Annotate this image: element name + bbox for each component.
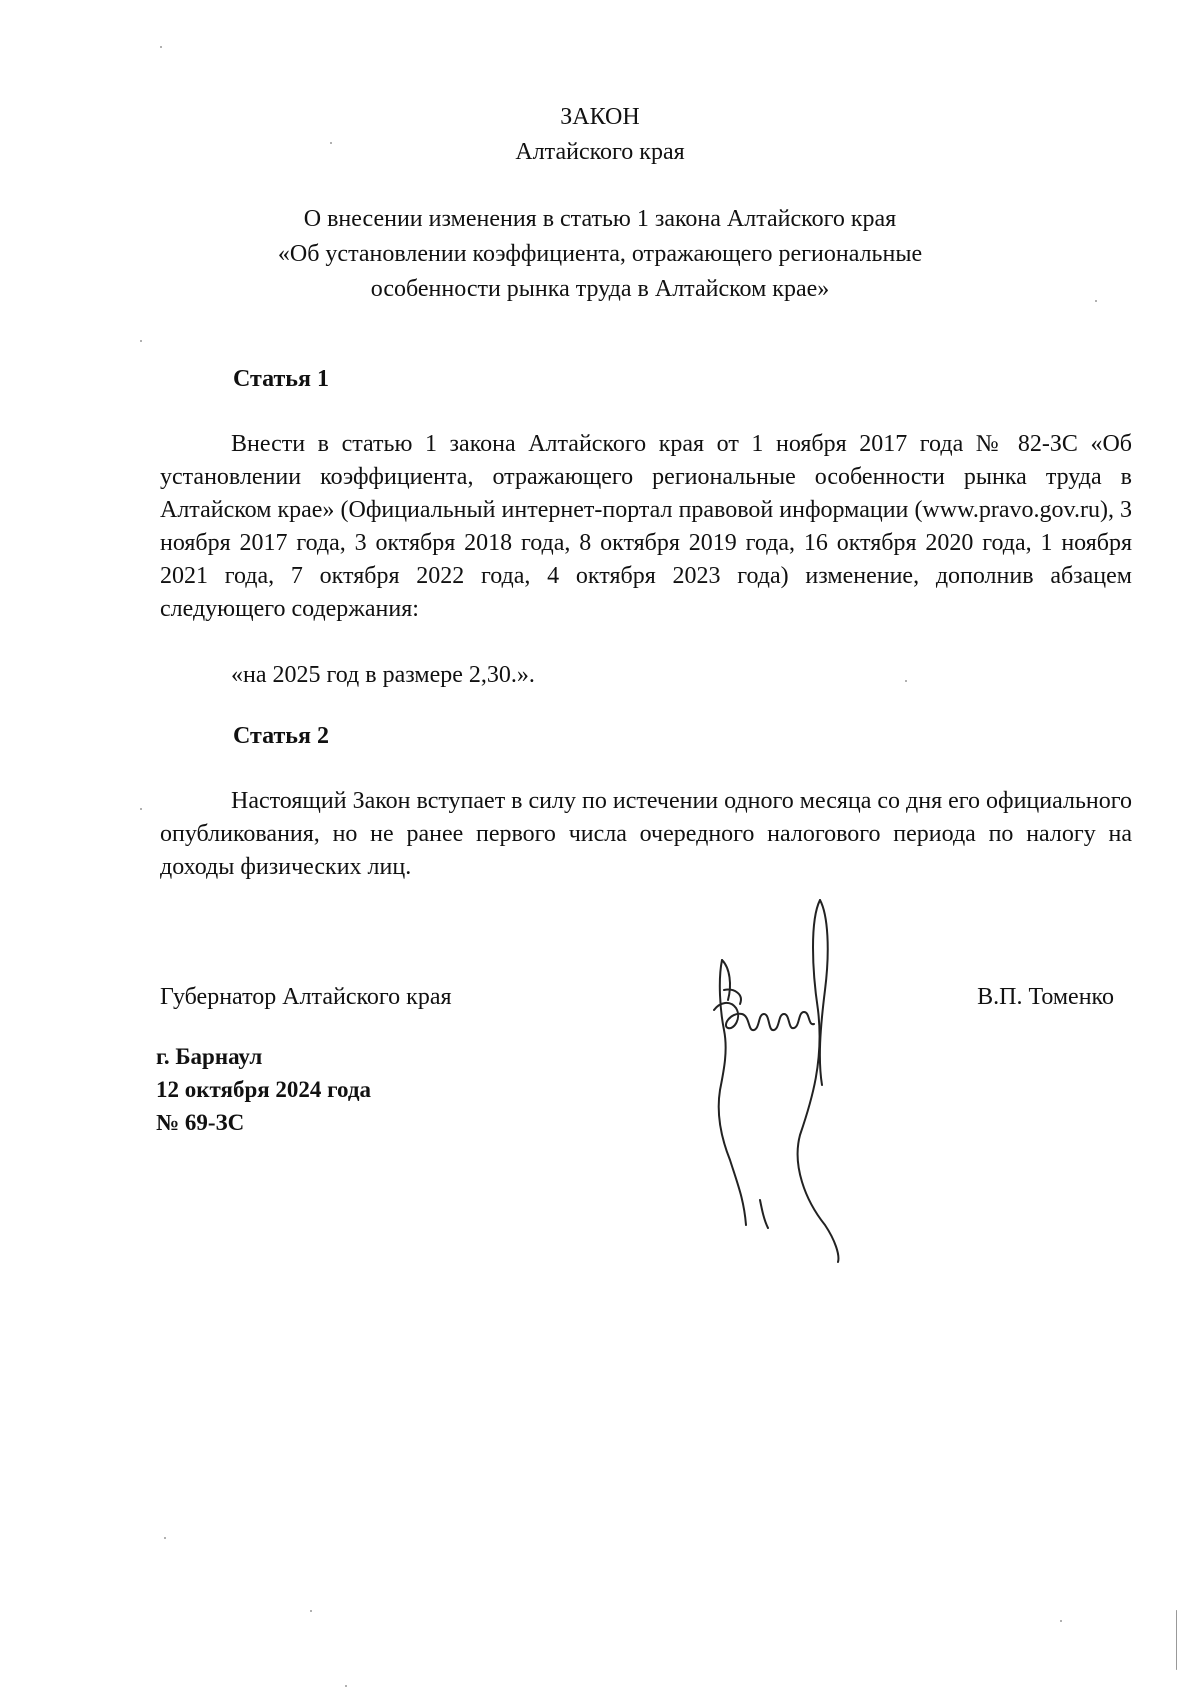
law-title: ЗАКОН [560, 104, 640, 130]
law-region: Алтайского края [515, 139, 685, 165]
article-2-heading: Статья 2 [233, 723, 329, 749]
signatory-name: В.П. Томенко [977, 984, 1114, 1010]
scan-speck [905, 680, 907, 682]
article-2-text: Настоящий Закон вступает в силу по истечении одного месяца со дня его официального опубликования, но не ранее первого числа очередного налогового периода по налогу на доходы физических лиц. [160, 788, 1132, 880]
scan-speck [1060, 1620, 1062, 1622]
signatory-position: Губернатор Алтайского края [160, 984, 452, 1010]
law-subject-line: «Об установлении коэффициента, отражающего региональные [277, 241, 923, 267]
handwritten-signature [700, 890, 880, 1270]
scan-speck [140, 340, 142, 342]
law-subject [150, 202, 1050, 307]
scan-speck [164, 1537, 166, 1539]
scan-speck [140, 808, 142, 810]
scan-speck [345, 1685, 347, 1687]
place-city: г. Барнаул [156, 1044, 263, 1069]
law-number: № 69-ЗС [156, 1110, 245, 1135]
law-subject-line: О внесении изменения в статью 1 закона Алтайского края [303, 206, 897, 232]
law-date: 12 октября 2024 года [156, 1077, 372, 1102]
scan-speck [1095, 300, 1097, 302]
article-1-heading: Статья 1 [233, 366, 329, 392]
place-date-block [156, 1040, 371, 1139]
law-subject-line: особенности рынка труда в Алтайском крае» [370, 276, 830, 302]
scan-edge-mark [1176, 1610, 1177, 1670]
article-1-text: Внести в статью 1 закона Алтайского края от 1 ноября 2017 года № 82-ЗС «Об установлении коэффициента, отражающего региональные особенности рынка труда в Алтайском крае» (Официальный интернет-портал правовой информации (www.pravo.gov.ru), 3 ноября 2017 года, 3 октября 2018 года, 8 октября 2019 года, 16 октября 2020 года, 1 ноября 2021 года, 7 октября 2022 года, 4 октября 2023 года) изменение, дополнив абзацем следующего содержания: [160, 431, 1132, 622]
law-title-block [150, 100, 1050, 170]
scan-speck [160, 46, 162, 48]
scan-speck [310, 1610, 312, 1612]
scan-speck [330, 142, 332, 144]
article-1-quote: «на 2025 год в размере 2,30.». [231, 662, 535, 688]
